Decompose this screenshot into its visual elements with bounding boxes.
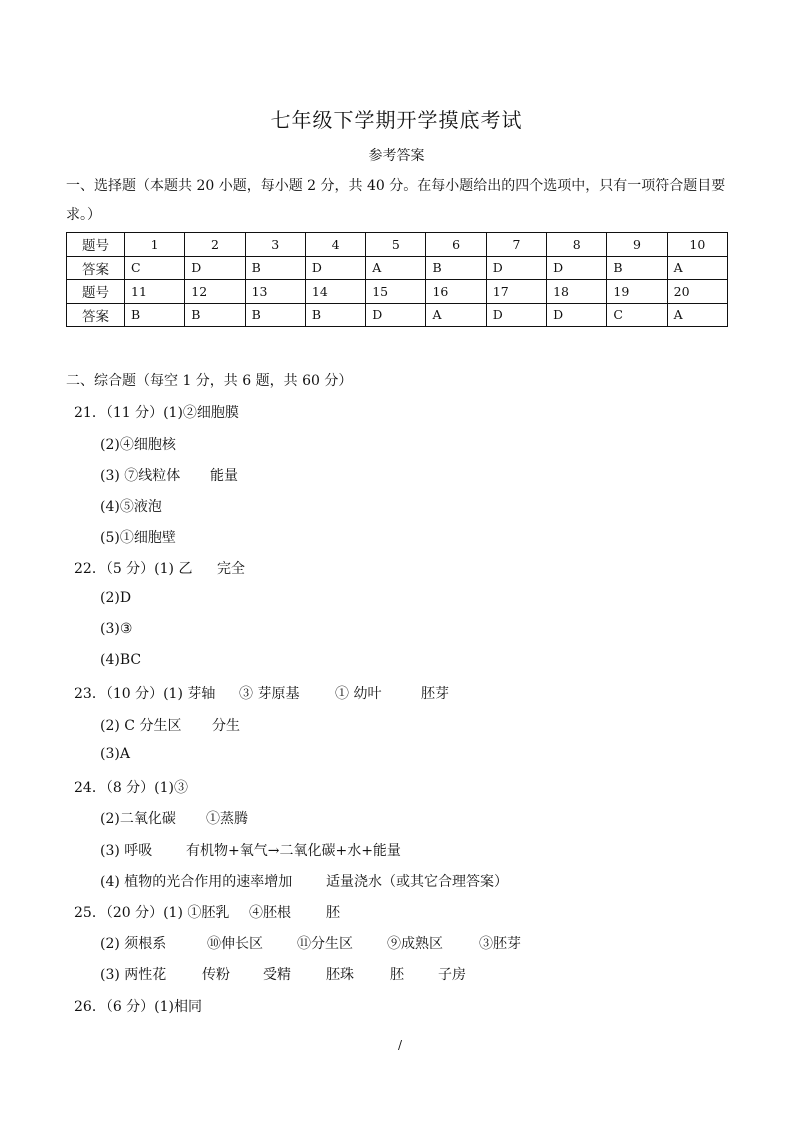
q24-part3-a: (3) 呼吸: [100, 843, 153, 859]
q25-part2-b: ⑩伸长区: [207, 936, 263, 952]
row-label: 答案: [67, 256, 125, 280]
table-cell: B: [607, 256, 667, 280]
table-cell: A: [366, 256, 426, 280]
q22-part4: (4)BC: [100, 652, 142, 668]
table-cell: D: [185, 256, 245, 280]
q25-part3-e: 胚: [390, 967, 404, 983]
table-cell: 14: [305, 280, 365, 304]
table-cell: 1: [125, 233, 185, 257]
table-cell: 9: [607, 233, 667, 257]
table-cell: A: [426, 303, 486, 327]
q26-head: 26．（6 分）(1)相同: [74, 999, 203, 1015]
q23-head-a: 23．（10 分）(1) 芽轴: [74, 686, 216, 702]
table-cell: B: [185, 303, 245, 327]
table-cell: 13: [245, 280, 305, 304]
q25-head-a: 25．（20 分）(1) ①胚乳: [74, 905, 230, 921]
q22-head-a: 22．（5 分）(1) 乙: [74, 561, 193, 577]
table-cell: 19: [607, 280, 667, 304]
q22-part2: (2)D: [100, 590, 132, 606]
table-cell: B: [245, 303, 305, 327]
q25-part3-d: 胚珠: [326, 967, 354, 983]
q21-part3-a: (3) ⑦线粒体: [100, 468, 181, 484]
q25-part2-e: ③胚芽: [479, 936, 521, 952]
q21-head: 21．（11 分）(1)②细胞膜: [74, 405, 239, 421]
q21-part4: (4)⑤液泡: [100, 499, 162, 515]
table-cell: 20: [667, 280, 727, 304]
q25-part2: [100, 933, 521, 953]
table-row: [67, 303, 728, 327]
q23-b: ③ 芽原基: [239, 686, 300, 702]
row-label: 题号: [67, 233, 125, 257]
table-cell: A: [667, 303, 727, 327]
table-cell: 8: [547, 233, 607, 257]
q25-part3-b: 传粉: [202, 967, 230, 983]
table-cell: D: [366, 303, 426, 327]
q25-head: [74, 902, 340, 922]
q24-part2: [100, 808, 248, 828]
table-cell: C: [607, 303, 667, 327]
q22-head-b: 完全: [217, 561, 245, 577]
q23-part2-a: (2) C 分生区: [100, 718, 182, 734]
table-cell: 11: [125, 280, 185, 304]
section1-heading: 一、选择题（本题共 20 小题，每小题 2 分，共 40 分。在每小题给出的四个选项中，只有一项符合题目要求。）: [66, 178, 726, 223]
table-cell: 7: [486, 233, 546, 257]
table-cell: B: [305, 303, 365, 327]
table-cell: B: [125, 303, 185, 327]
table-cell: D: [305, 256, 365, 280]
section2-heading: 二、综合题（每空 1 分，共 6 题，共 60 分）: [66, 373, 353, 389]
q21-part3-b: 能量: [210, 468, 238, 484]
table-cell: 2: [185, 233, 245, 257]
table-cell: 3: [245, 233, 305, 257]
table-cell: 17: [486, 280, 546, 304]
table-cell: D: [486, 256, 546, 280]
row-label: 答案: [67, 303, 125, 327]
table-cell: A: [667, 256, 727, 280]
q24-part2-b: ①蒸腾: [206, 811, 248, 827]
q25-part2-c: ⑪分生区: [297, 936, 353, 952]
table-cell: C: [125, 256, 185, 280]
table-row: [67, 256, 728, 280]
row-label: 题号: [67, 280, 125, 304]
q23-head: [74, 683, 449, 703]
q25-part3-f: 子房: [438, 967, 466, 983]
table-cell: 16: [426, 280, 486, 304]
table-cell: D: [547, 303, 607, 327]
q23-part2: [100, 715, 240, 735]
q25-part2-d: ⑨成熟区: [387, 936, 443, 952]
q25-part3-a: (3) 两性花: [100, 967, 167, 983]
table-cell: 18: [547, 280, 607, 304]
q24-head: 24．（8 分）(1)③: [74, 780, 189, 796]
q24-part4: [100, 871, 508, 891]
answer-table: [66, 232, 728, 327]
q25-part2-a: (2) 须根系: [100, 936, 167, 952]
table-cell: 5: [366, 233, 426, 257]
q22-head: [74, 558, 245, 578]
table-row: [67, 280, 728, 304]
q24-part4-b: 适量浇水（或其它合理答案）: [326, 874, 508, 890]
q23-part3: (3)A: [100, 746, 130, 762]
q23-part2-b: 分生: [212, 718, 240, 734]
page-title: 七年级下学期开学摸底考试: [270, 108, 523, 132]
table-row: [67, 233, 728, 257]
q25-part3-c: 受精: [263, 967, 291, 983]
q24-part3-b: 有机物+氧气→二氧化碳+水+能量: [186, 843, 401, 859]
q21-part2: (2)④细胞核: [100, 437, 176, 453]
q24-part3: [100, 840, 401, 860]
q21-part3: [100, 465, 238, 485]
table-cell: D: [547, 256, 607, 280]
q25-part3: [100, 964, 466, 984]
page-subtitle: 参考答案: [368, 148, 425, 164]
table-cell: 6: [426, 233, 486, 257]
table-cell: 10: [667, 233, 727, 257]
table-cell: 4: [305, 233, 365, 257]
q23-c: ① 幼叶: [335, 686, 382, 702]
q25-c: 胚: [326, 905, 340, 921]
q23-d: 胚芽: [421, 686, 449, 702]
q22-part3: (3)③: [100, 621, 133, 637]
q24-part4-a: (4) 植物的光合作用的速率增加: [100, 874, 293, 890]
q25-b: ④胚根: [249, 905, 291, 921]
page-footer: /: [398, 1038, 403, 1052]
table-cell: B: [426, 256, 486, 280]
table-cell: 12: [185, 280, 245, 304]
table-cell: B: [245, 256, 305, 280]
table-cell: D: [486, 303, 546, 327]
q21-part5: (5)①细胞壁: [100, 530, 176, 546]
q24-part2-a: (2)二氧化碳: [100, 811, 176, 827]
table-cell: 15: [366, 280, 426, 304]
